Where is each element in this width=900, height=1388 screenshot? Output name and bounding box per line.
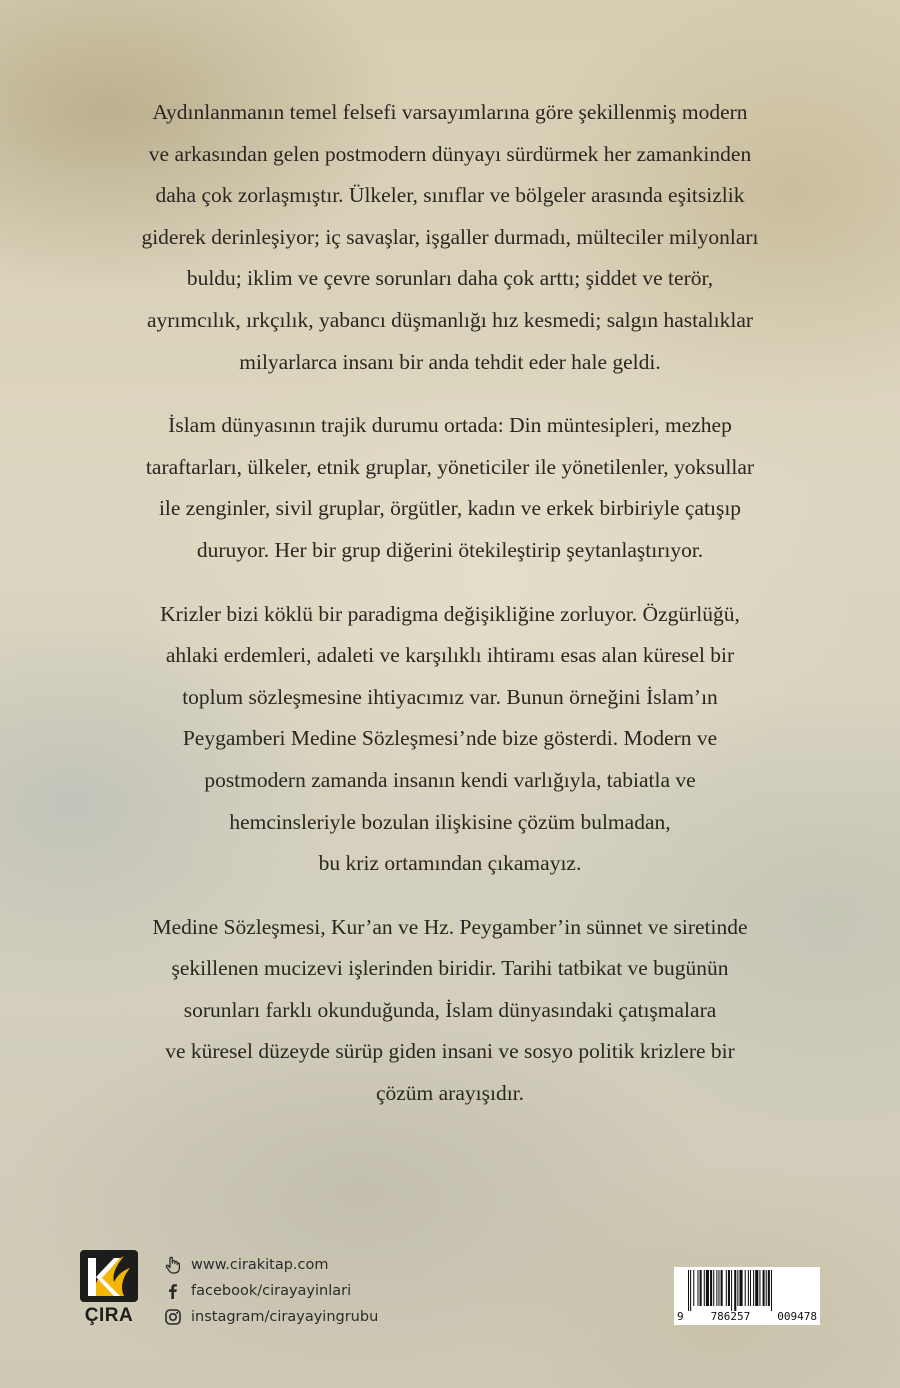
blurb-line: şekillenen mucizevi işlerinden biridir. Tarihi tatbikat ve bugünün <box>171 956 729 981</box>
instagram-icon <box>164 1308 182 1326</box>
contact-list <box>164 1252 378 1330</box>
barcode-bar <box>688 1270 689 1311</box>
barcode-bar <box>726 1270 727 1306</box>
blurb-line: postmodern zamanda insanın kendi varlığıyla, tabiatla ve <box>204 767 696 792</box>
blurb-line: milyarlarca insanı bir anda tehdit eder hale geldi. <box>239 349 661 374</box>
blurb-line: ve küresel düzeyde sürüp giden insani ve sosyo politik krizlere bir <box>165 1039 735 1064</box>
barcode-bar <box>766 1270 767 1306</box>
blurb-line: ayrımcılık, ırkçılık, yabancı düşmanlığı hız kesmedi; salgın hastalıklar <box>146 307 754 332</box>
barcode-bar <box>697 1270 698 1306</box>
blurb-line: Krizler bizi köklü bir paradigma değişikliğine zorluyor. Özgürlüğü, <box>160 601 740 626</box>
barcode-digits <box>674 1310 820 1323</box>
barcode-bar <box>768 1270 770 1306</box>
contact-website[interactable] <box>164 1252 378 1278</box>
website-text: www.cirakitap.com <box>191 1257 329 1273</box>
blurb-line: Aydınlanmanın temel felsefi varsayımlarına göre şekillenmiş modern <box>152 100 748 124</box>
barcode-bar <box>734 1270 736 1311</box>
barcode-digit-lead: 9 <box>677 1310 684 1323</box>
instagram-text: instagram/cirayayingrubu <box>191 1309 379 1325</box>
facebook-icon <box>164 1282 182 1300</box>
barcode-digit-group-left: 786257 <box>710 1310 751 1323</box>
blurb-paragraph <box>90 907 810 1115</box>
pointer-hand-icon <box>164 1256 182 1274</box>
barcode-bar <box>750 1270 751 1306</box>
blurb-line: giderek derinleşiyor; iç savaşlar, işgaller durmadı, mülteciler milyonları <box>141 224 759 249</box>
blurb-line: buldu; iklim ve çevre sorunları daha çok arttı; şiddet ve terör, <box>186 266 714 291</box>
blurb-line: Peygamberi Medine Sözleşmesi’nde bize gösterdi. Modern ve <box>182 726 718 751</box>
blurb-paragraph <box>90 92 810 383</box>
contact-facebook[interactable] <box>164 1278 378 1304</box>
contact-instagram[interactable] <box>164 1304 378 1330</box>
barcode-bar <box>690 1270 691 1311</box>
barcode-bar <box>704 1270 705 1306</box>
barcode-bar <box>718 1270 719 1306</box>
facebook-text: facebook/cirayayinlari <box>191 1283 352 1299</box>
barcode-bar <box>706 1270 709 1306</box>
logo-wordmark: ÇIRA <box>84 1305 134 1326</box>
barcode-bars <box>674 1267 820 1311</box>
blurb-line: duruyor. Her bir grup diğerini ötekileştirip şeytanlaştırıyor. <box>196 537 704 562</box>
barcode-bar <box>713 1270 714 1306</box>
barcode-bar <box>710 1270 712 1306</box>
blurb-line: sorunları farklı okunduğunda, İslam dünyasındaki çatışmalara <box>183 997 717 1022</box>
logo-mark <box>80 1250 138 1302</box>
barcode-bar <box>745 1270 746 1306</box>
blurb-line: hemcinsleriyle bozulan ilişkisine çözüm bulmadan, <box>229 809 671 834</box>
barcode-bar <box>728 1270 730 1306</box>
barcode-bar <box>759 1270 760 1306</box>
blurb-line: daha çok zorlaşmıştır. Ülkeler, sınıflar ve bölgeler arasında eşitsizlik <box>155 183 745 208</box>
blurb-line: toplum sözleşmesine ihtiyacımız var. Bunun örneğini İslam’ın <box>182 684 718 709</box>
barcode-bar <box>731 1270 732 1311</box>
barcode-bar <box>748 1270 749 1306</box>
blurb-paragraph <box>90 594 810 885</box>
blurb-line: çözüm arayışıdır. <box>375 1081 525 1106</box>
barcode-bar <box>716 1270 717 1306</box>
publisher-logo <box>80 1250 138 1328</box>
blurb-line: bu kriz ortamından çıkamayız. <box>318 851 582 876</box>
flame-icon <box>80 1250 138 1302</box>
barcode-bar <box>700 1270 702 1306</box>
blurb-line: ahlaki erdemleri, adaleti ve karşılıklı ihtiramı esas alan küresel bir <box>165 643 735 668</box>
blurb-line: ile zenginler, sivil gruplar, örgütler, kadın ve erkek birbiriyle çatışıp <box>158 496 742 521</box>
blurb-text <box>90 92 810 1137</box>
blurb-line: Medine Sözleşmesi, Kur’an ve Hz. Peygamber’in sünnet ve siretinde <box>152 914 748 939</box>
blurb-line: taraftarları, ülkeler, etnik gruplar, yöneticiler ile yönetilenler, yoksullar <box>145 454 755 479</box>
barcode-bar <box>755 1270 758 1306</box>
barcode-digit-group-right: 009478 <box>777 1310 817 1323</box>
barcode-bar <box>753 1270 754 1306</box>
barcode-bar <box>721 1270 723 1306</box>
barcode-bar <box>737 1270 738 1306</box>
blurb-paragraph <box>90 405 810 571</box>
barcode-bar <box>763 1270 765 1306</box>
blurb-line: ve arkasından gelen postmodern dünyayı sürdürmek her zamankinden <box>148 141 752 166</box>
barcode-bar <box>693 1270 694 1306</box>
barcode-bar <box>739 1270 742 1306</box>
isbn-barcode <box>674 1267 820 1325</box>
blurb-line: İslam dünyasının trajik durumu ortada: Din müntesipleri, mezhep <box>168 413 732 438</box>
barcode-bar <box>771 1270 772 1311</box>
